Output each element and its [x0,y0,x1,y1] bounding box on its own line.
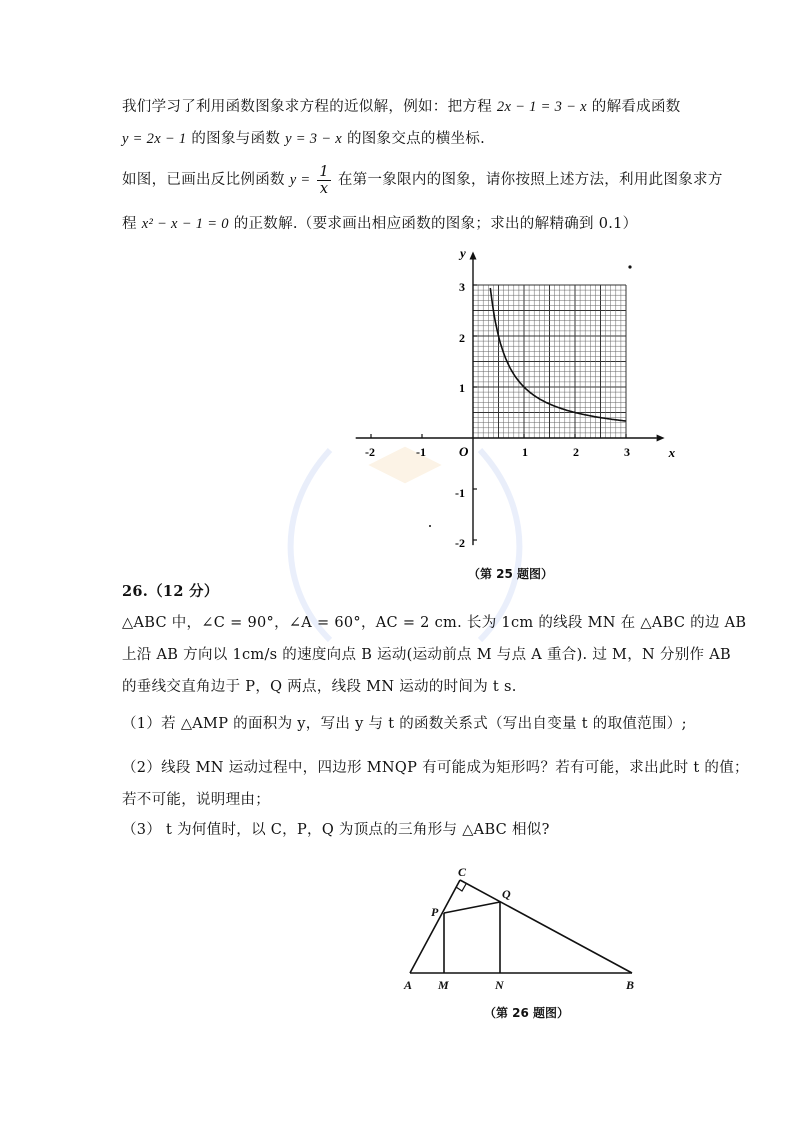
q26-subquestion-3: （3） t 为何值时，以 C，P，Q 为顶点的三角形与 △ABC 相似? [122,822,550,838]
q25-equation: y = 3 − x [285,131,343,147]
q26-paragraph-line-1: △ABC 中，∠C = 90°，∠A = 60°，AC = 2 cm. 长为 1cm 的线段 MN 在 △ABC 的边 AB [122,615,747,631]
curve-y-equals-1-over-x [490,288,626,421]
q25-line-4 [122,214,637,234]
vertex-label-p: P [431,905,439,919]
q25-text: 我们学习了利用函数图象求方程的近似解，例如：把方程 [122,99,492,115]
y-tick-label: 1 [459,381,465,395]
q25-line-1 [122,97,681,117]
watermark-cap-icon [375,450,435,480]
fraction [317,164,331,197]
q25-equation: y = [289,172,311,188]
q26-subquestion-2-continued: 若不可能，说明理由； [122,792,270,808]
q26-subquestion-2: （2）线段 MN 运动过程中，四边形 MNQP 有可能成为矩形吗？若有可能，求出此时 t 的值； [122,760,749,776]
q26-paragraph-line-2: 上沿 AB 方向以 1cm/s 的速度向点 B 运动(运动前点 M 与点 A 重合). 过 M，N 分别作 AB [122,647,731,663]
vertex-label-m: M [438,978,449,992]
watermark-laurel-right [480,450,519,640]
y-tick-label: 2 [459,331,465,345]
q25-text: 的图象与函数 [191,131,281,147]
x-tick-label: 1 [522,445,528,459]
q25-line-3 [122,163,723,197]
origin-label: O [459,444,469,459]
x-axis-arrow-icon [657,435,665,442]
q25-equation: y = 2x − 1 [122,131,187,147]
q26-title: 26.（12 分） [122,583,219,600]
watermark-laurel-left [291,450,330,640]
grid-layer [473,285,626,438]
side-ac [410,880,460,973]
x-tick-label: 3 [624,445,630,459]
q25-text: 程 [122,216,137,232]
x-tick-label: 2 [573,445,579,459]
y-tick-label: 3 [459,280,465,294]
q25-text: 的正数解.（要求画出相应函数的图象；求出的解精确到 0.1） [233,216,638,232]
fraction-numerator: 1 [319,163,329,180]
q26-paragraph-line-3: 的垂线交直角边于 P，Q 两点，线段 MN 运动的时间为 t s. [122,679,517,695]
q25-text: 的解看成函数 [591,99,681,115]
q25-text: 如图，已画出反比例函数 [122,172,285,188]
fraction-denominator: x [319,180,329,197]
vertex-label-n: N [495,978,504,992]
q26-subquestion-1: （1）若 △AMP 的面积为 y，写出 y 与 t 的函数关系式（写出自变量 t 的取值范围）; [122,716,687,732]
q25-text: 的图象交点的横坐标. [346,131,486,147]
y-axis-arrow-icon [470,252,477,260]
vertex-label-a: A [404,978,413,992]
watermark-laurel-icon [291,450,520,640]
figure-25-caption: （第 25 题图） [468,567,554,581]
q25-equation: x² − x − 1 = 0 [141,216,229,232]
vertex-label-b: B [626,978,635,992]
y-axis-label: y [460,245,466,261]
x-tick-label: -1 [416,445,426,459]
segment-pq [444,902,500,913]
x-axis-label: x [668,445,676,460]
q25-equation: 2x − 1 = 3 − x [496,99,587,115]
y-tick-label: -2 [455,536,465,550]
figure-26-caption: （第 26 题图） [484,1006,570,1020]
print-speck [628,265,631,268]
y-tick-label: -1 [455,486,465,500]
tick-layer [371,285,626,540]
vertex-label-q: Q [502,887,511,901]
print-speck [429,525,431,527]
x-tick-label: -2 [365,445,375,459]
q25-text: 在第一象限内的图象，请你按照上述方法，利用此图象求方 [337,172,723,188]
vertex-label-c: C [458,865,467,879]
q25-line-2 [122,129,485,149]
side-bc [460,880,632,973]
right-angle-mark-icon [456,884,466,891]
